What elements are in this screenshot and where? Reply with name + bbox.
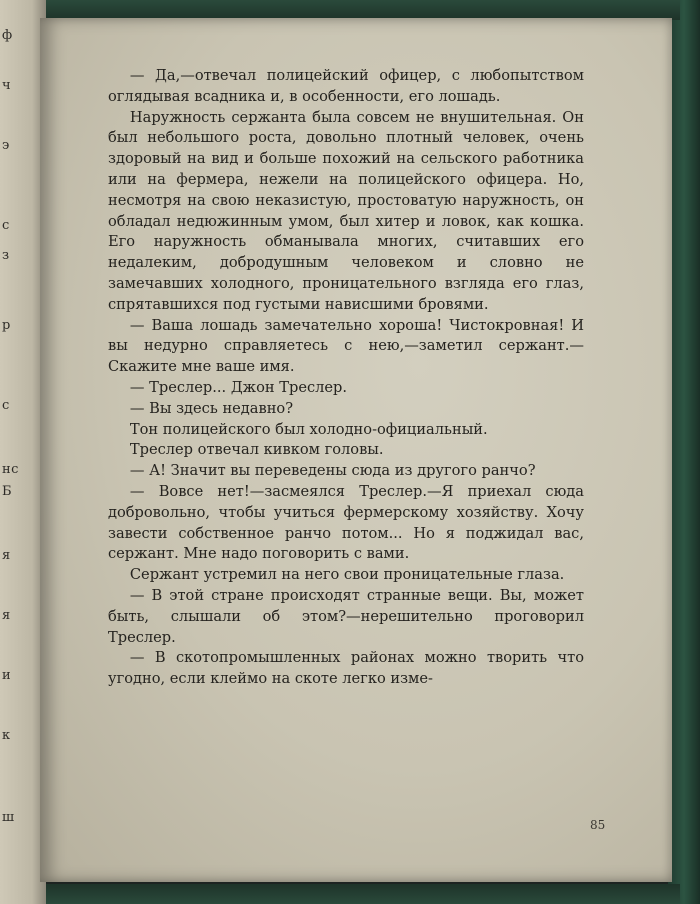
book-cover-bottom-edge: [40, 884, 680, 904]
paragraph: Сержант устремил на него свои проницательные глаза.: [129, 566, 565, 584]
left-page-fragment: я: [2, 548, 11, 563]
left-page-fragment: Б: [2, 484, 13, 499]
paragraph: Тон полицейского был холодно-официальный.: [129, 420, 488, 438]
paragraph: Треслер отвечал кивком головы.: [129, 441, 384, 459]
paragraph: Наружность сержанта была совсем не внушительная. Он был небольшого роста, довольно плотный человек, очень здоровый на вид и больше похожий на сельского работника или на фермера, нежели на полицейского офицера. Но, несмотря на свою неказистую, простоватую наружность, он обладал недюжинным умом, был хитер и ловок, как кошка. Его наружность обманывала многих, считавших его недалеким, добродушным человеком и словно не замечавших холодного, проницательного взгляда его глаз, спрятавшихся под густыми нависшими бровями.: [108, 108, 584, 313]
paragraph: — Вы здесь недавно?: [129, 399, 294, 417]
left-page-fragment: нс: [2, 462, 19, 477]
left-page-fragment: ф: [2, 28, 13, 43]
left-page-fragment: з: [2, 248, 10, 263]
page-number: 85: [590, 818, 606, 832]
paragraph: — Да,—отвечал полицейский офицер, с любопытством оглядывая всадника и, в особенности, его лошадь.: [108, 67, 584, 105]
paragraph: — Ваша лошадь замечательно хороша! Чистокровная! И вы недурно справляетесь с нею,—заметил сержант.—Скажите мне ваше имя.: [108, 316, 584, 376]
paragraph: — А! Значит вы переведены сюда из другого ранчо?: [129, 462, 536, 480]
paragraph: — В этой стране происходят странные вещи. Вы, может быть, слышали об этом?—нерешительно проговорил Треслер.: [108, 586, 584, 646]
left-page-fragment: ч: [2, 78, 12, 93]
left-page-fragment: с: [2, 398, 10, 413]
paragraph: — Вовсе нет!—засмеялся Треслер.—Я приехал сюда добровольно, чтобы учиться фермерскому хозяйству. Хочу завести собственное ранчо потом... Но я поджидал вас, сержант. Мне надо поговорить с вами.: [108, 482, 584, 563]
left-page-fragment: к: [2, 728, 11, 743]
left-page-fragment: и: [2, 668, 12, 683]
left-page-fragment: я: [2, 608, 11, 623]
paragraph: — Треслер... Джон Треслер.: [129, 378, 348, 396]
book-cover-spine: [668, 0, 700, 904]
left-page-fragment: э: [2, 138, 10, 153]
book-cover-top-edge: [30, 0, 680, 20]
left-page-fragment: ш: [2, 810, 15, 825]
left-page-fragment: с: [2, 218, 10, 233]
paragraph: — В скотопромышленных районах можно творить что угодно, если клеймо на скоте легко изме-: [108, 649, 584, 688]
page-text: [108, 66, 584, 690]
left-page-fragment: р: [2, 318, 11, 333]
